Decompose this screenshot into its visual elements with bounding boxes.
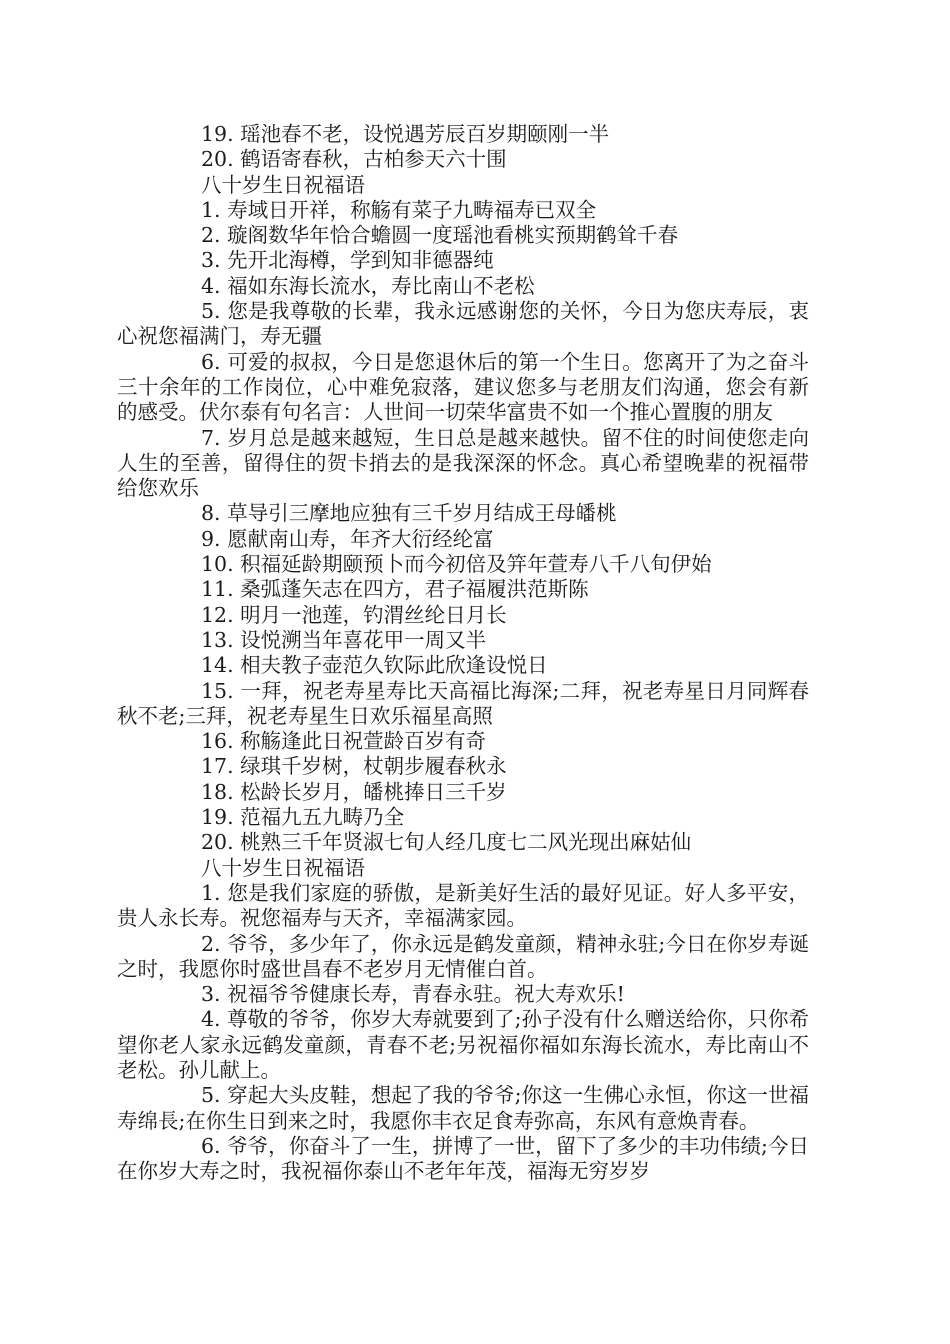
list-item: 3. 先开北海樽，学到知非德器纯: [201, 248, 494, 273]
list-item: 1. 您是我们家庭的骄傲，是新美好生活的最好见证。好人多平安，贵人永长寿。祝您福寿与天齐，幸福满家园。: [117, 880, 809, 931]
list-item: 6. 可爱的叔叔，今日是您退休后的第一个生日。您离开了为之奋斗三十余年的工作岗位，心中难免寂落，建议您多与老朋友们沟通，您会有新的感受。伏尔泰有句名言：人世间一切荣华富贵不如一个推心置腹的朋友: [117, 349, 809, 425]
list-item: 1. 寿域日开祥，称觞有菜子九畴福寿已双全: [201, 197, 597, 222]
list-item: 6. 爷爷，你奋斗了一生，拼博了一世，留下了多少的丰功伟绩;今日在你岁大寿之时，我祝福你泰山不老年年茂，福海无穷岁岁: [117, 1133, 809, 1184]
list-item: 2. 爷爷，多少年了，你永远是鹤发童颜，精神永驻;今日在你岁寿诞之时，我愿你时盛世昌春不老岁月无情催白首。: [117, 931, 809, 981]
list-item: 19. 瑶池春不老，设悦遇芳辰百岁期颐刚一半: [201, 122, 610, 146]
list-item: 11. 桑弧蓬矢志在四方，君子福履洪范斯陈: [201, 577, 589, 602]
list-item: 19. 范福九五九畴乃全: [201, 805, 405, 830]
list-item: 16. 称觞逢此日祝萱龄百岁有奇: [201, 729, 487, 754]
list-item: 14. 相夫教子壶范久钦际此欣逢设悦日: [201, 653, 548, 678]
list-item: 3. 祝福爷爷健康长寿，青春永驻。祝大寿欢乐!: [201, 982, 625, 1007]
list-item: 20. 桃熟三千年贤淑七旬人经几度七二风光现出麻姑仙: [201, 830, 692, 855]
list-item: 5. 穿起大头皮鞋，想起了我的爷爷;你这一生佛心永恒，你这一世福寿绵長;在你生日到来之时，我愿你丰衣足食寿弥高，东风有意焕青春。: [117, 1083, 809, 1133]
list-item: 5. 您是我尊敬的长辈，我永远感谢您的关怀，今日为您庆寿辰，衷心祝您福满门，寿无疆: [117, 299, 809, 349]
list-item: 4. 尊敬的爷爷，你岁大寿就要到了;孙子没有什么赠送给你，只你希望你老人家永远鹤发童颜，青春不老;另祝福你福如东海长流水，寿比南山不老松。孙儿献上。: [117, 1007, 809, 1082]
list-item: 7. 岁月总是越来越短，生日总是越来越快。留不住的时间使您走向人生的至善，留得住的贺卡捎去的是我深深的怀念。真心希望晚辈的祝福带给您欢乐: [117, 425, 809, 501]
list-item: 17. 绿琪千岁树，杖朝步履春秋永: [201, 754, 507, 779]
list-item: 15. 一拜，祝老寿星寿比天高福比海深;二拜，祝老寿星日月同辉春秋不老;三拜，祝老寿星生日欢乐福星高照: [117, 678, 809, 728]
list-item: 2. 璇阁数华年恰合蟾圆一度瑶池看桃实预期鹤耸千春: [201, 223, 679, 248]
document-body: [117, 122, 809, 1184]
list-item: 12. 明月一池莲，钓渭丝纶日月长: [201, 602, 507, 627]
list-item: 10. 积福延龄期颐预卜而今初倍及笄年萱寿八千八旬伊始: [201, 552, 712, 577]
list-item: 20. 鹤语寄春秋，古柏参天六十围: [201, 147, 507, 172]
section-heading: 八十岁生日祝福语: [201, 172, 365, 197]
list-item: 8. 草导引三摩地应独有三千岁月结成王母皤桃: [201, 501, 617, 526]
list-item: 13. 设悦溯当年喜花甲一周又半: [201, 627, 487, 652]
list-item: 9. 愿献南山寿，年齐大衍经纶富: [201, 526, 494, 551]
list-item: 4. 福如东海长流水，寿比南山不老松: [201, 273, 535, 298]
section-heading: 八十岁生日祝福语: [201, 855, 365, 880]
list-item: 18. 松龄长岁月，皤桃捧日三千岁: [201, 779, 507, 804]
